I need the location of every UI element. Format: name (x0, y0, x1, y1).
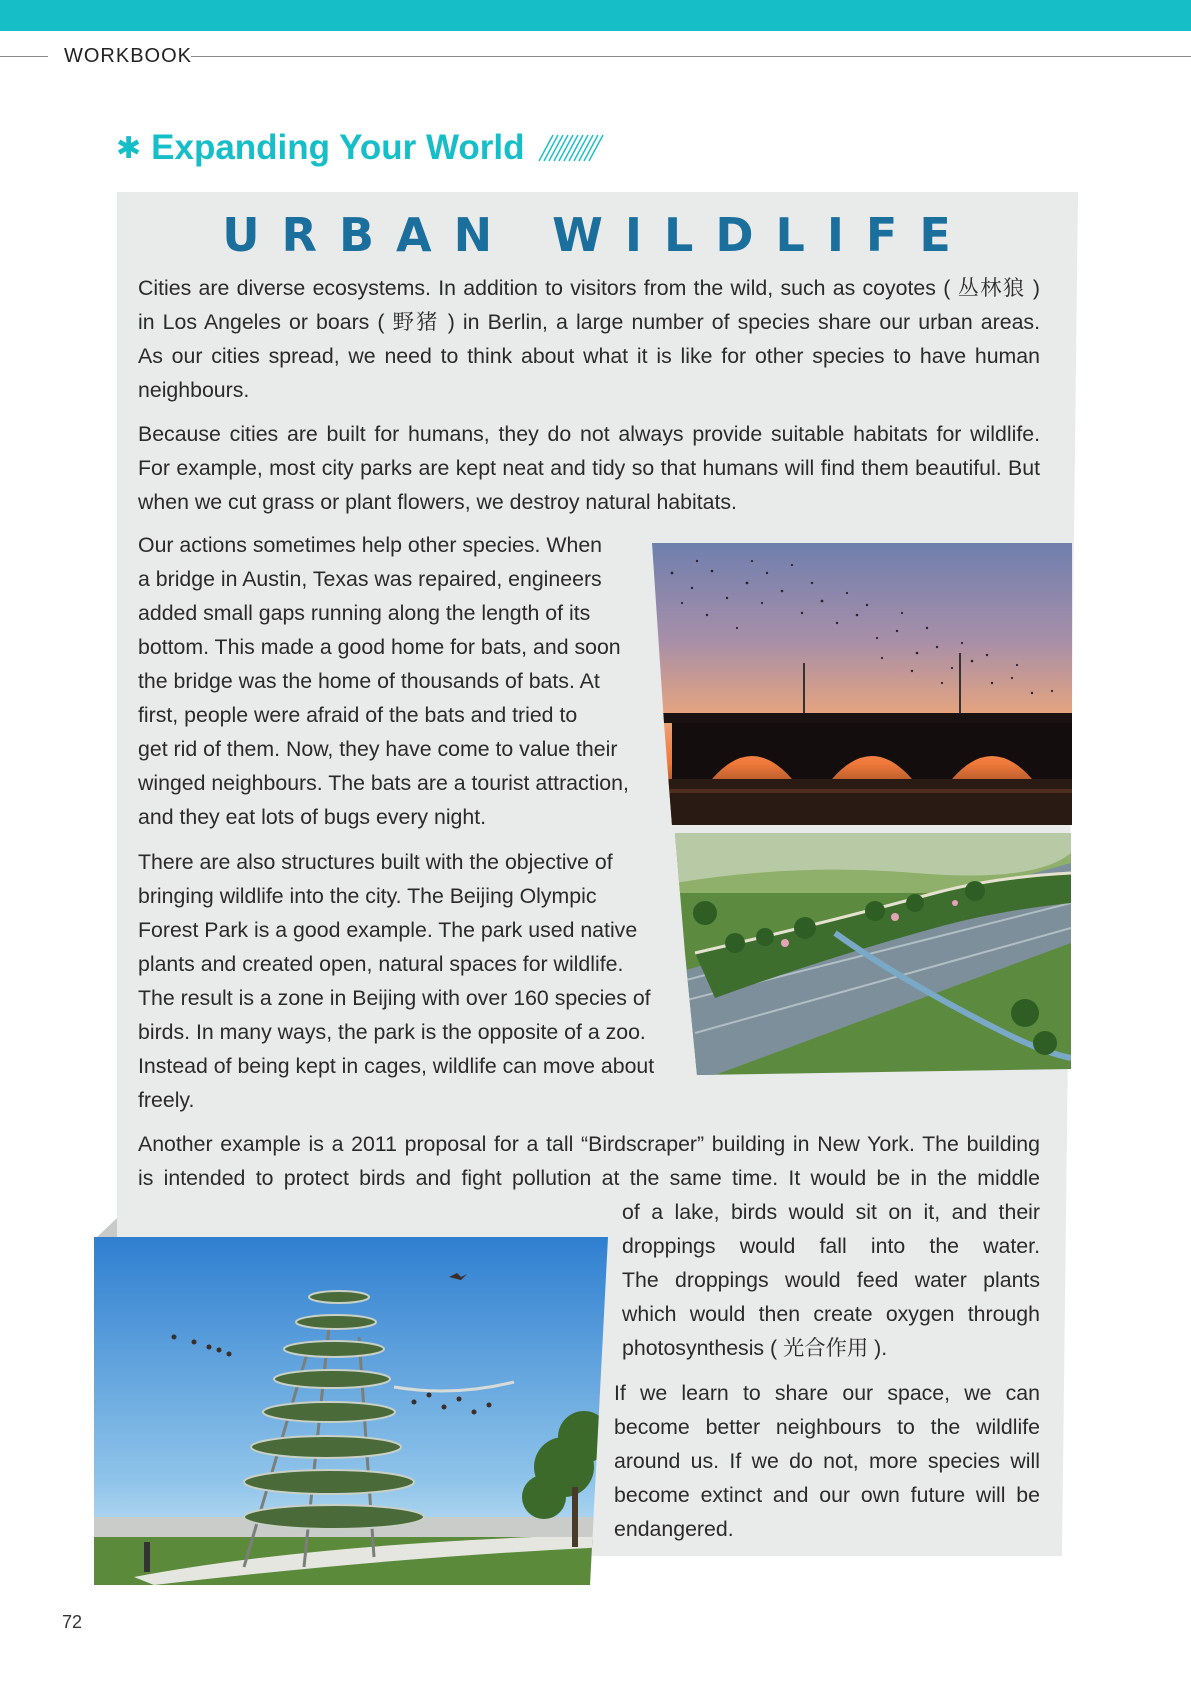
text-line: become better neighbours to the wildlife (614, 1415, 1040, 1439)
text-line: If we learn to share our space, we can (614, 1381, 1040, 1405)
workbook-label: WORKBOOK (64, 45, 193, 67)
text-line: in Los Angeles or boars ( 野猪 ) in Berlin, a large number of species share our urban areas. (138, 310, 1040, 334)
paragraph-3 (138, 528, 648, 834)
text-line: and they eat lots of bugs every night. (138, 805, 487, 829)
text-line: Instead of being kept in cages, wildlife can move about (138, 1054, 655, 1078)
paragraph-6 (614, 1376, 1040, 1546)
text-line: freely. (138, 1088, 195, 1112)
text-line: droppings would fall into the water. (622, 1234, 1040, 1258)
text-line: The result is a zone in Beijing with over 160 species of (138, 986, 651, 1010)
text-line: winged neighbours. The bats are a tourist attraction, (138, 771, 629, 795)
star-icon: ✱ (116, 130, 142, 166)
text-line: bottom. This made a good home for bats, and soon (138, 635, 621, 659)
text-line: Because cities are built for humans, they do not always provide suitable habitats for wildlife. (138, 422, 1040, 446)
text-line: Forest Park is a good example. The park used native (138, 918, 638, 942)
text-line: added small gaps running along the length of its (138, 601, 591, 625)
article-heading: URBAN WILDLIFE (222, 208, 973, 262)
paragraph-5-wrap (622, 1195, 1040, 1365)
paragraph-2 (138, 417, 1040, 519)
text-line: bringing wildlife into the city. The Beijing Olympic (138, 884, 597, 908)
section-title-text: Expanding Your World (151, 128, 525, 167)
text-line: get rid of them. Now, they have come to value their (138, 737, 618, 761)
text-line: of a lake, birds would sit on it, and their (622, 1200, 1040, 1224)
text-line: first, people were afraid of the bats and tried to (138, 703, 578, 727)
text-line: Another example is a 2011 proposal for a tall “Birdscraper” building in New York. The building (138, 1132, 1040, 1156)
text-line: Cities are diverse ecosystems. In addition to visitors from the wild, such as coyotes ( 丛林狼 ) (138, 276, 1040, 300)
text-line: is intended to protect birds and fight pollution at the same time. It would be in the middle (138, 1166, 1040, 1190)
text-line: a bridge in Austin, Texas was repaired, engineers (138, 567, 602, 591)
text-line: birds. In many ways, the park is the opposite of a zoo. (138, 1020, 646, 1044)
bats-bridge-photo (652, 543, 1072, 825)
birdscraper-photo (94, 1237, 608, 1585)
text-line: around us. If we do not, more species will (614, 1449, 1040, 1473)
text-line: neighbours. (138, 378, 250, 402)
text-line: photosynthesis ( 光合作用 ). (622, 1336, 888, 1360)
text-line: As our cities spread, we need to think about what it is like for other species to have human (138, 344, 1040, 368)
text-line: Our actions sometimes help other species. When (138, 533, 603, 557)
page-number: 72 (62, 1612, 83, 1632)
text-line: the bridge was the home of thousands of bats. At (138, 669, 600, 693)
text-line: For example, most city parks are kept neat and tidy so that humans will find them beautiful. But (138, 456, 1040, 480)
paragraph-4 (138, 845, 678, 1117)
text-line: The droppings would feed water plants (622, 1268, 1040, 1292)
text-line: when we cut grass or plant flowers, we destroy natural habitats. (138, 490, 737, 514)
text-line: endangered. (614, 1517, 734, 1541)
text-line: plants and created open, natural spaces for wildlife. (138, 952, 624, 976)
text-line: which would then create oxygen through (622, 1302, 1040, 1326)
eco-bridge-photo (675, 833, 1071, 1075)
text-line: become extinct and our own future will be (614, 1483, 1040, 1507)
paragraph-5 (138, 1127, 1040, 1195)
paragraph-1 (138, 271, 1040, 407)
text-line: There are also structures built with the objective of (138, 850, 613, 874)
